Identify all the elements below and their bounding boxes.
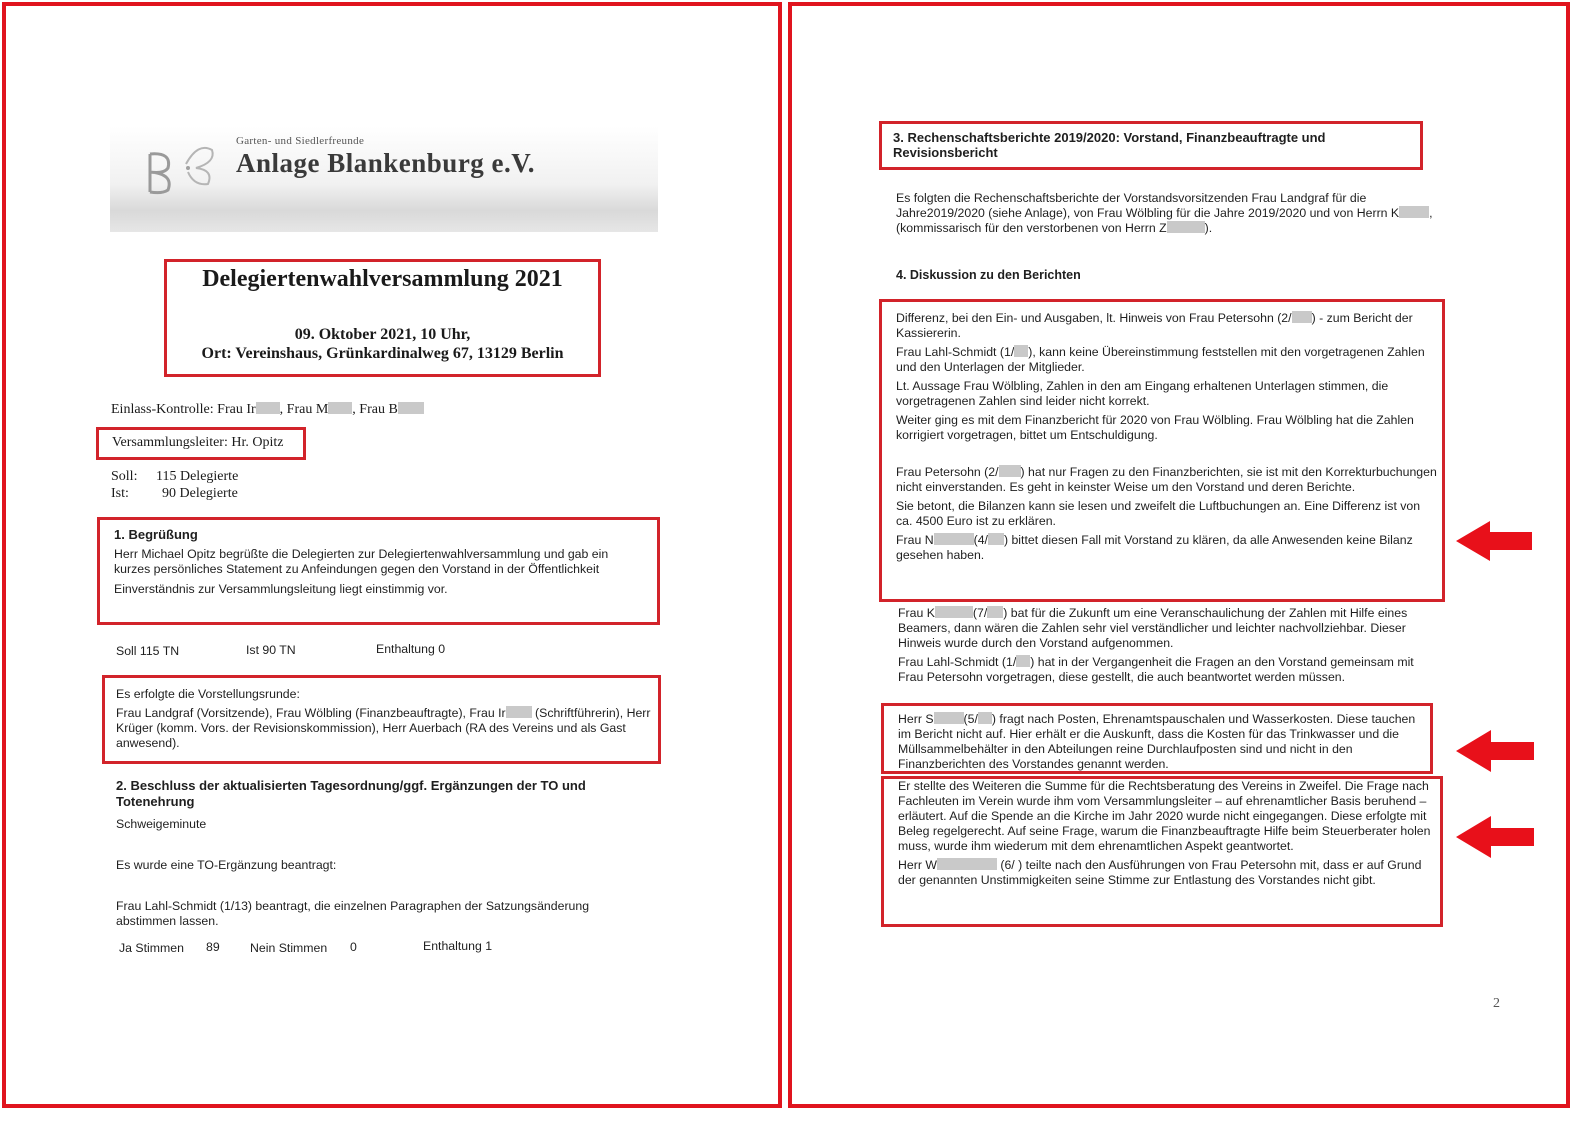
einlass-line: Einlass-Kontrolle: Frau Ir , Frau M , Frau B [111, 402, 424, 418]
count-soll: Soll 115 TN [116, 644, 180, 658]
soll-label: Soll: [111, 469, 138, 484]
d8-c: ) bat für die Zukunft um eine Veranschaulichung der Zahlen mit Hilfe eines Beamers, dann wären die Zahlen sehr viel verständlicher und leichter nachvollziehbar. Dieser Hinweis wurde durch den Vorstand aufgenommen. [898, 606, 1408, 650]
d8-b: (7/ [972, 606, 988, 620]
butterfly-logo-icon [138, 134, 228, 204]
soll-value: 115 Delegierte [156, 469, 239, 484]
section-3-text-b: , (kommissarisch für den verstorbenen von Herrn Z [896, 206, 1433, 235]
logo-banner [110, 126, 658, 232]
discussion-block-2 [898, 606, 1438, 685]
d12-a: Herr W [898, 858, 937, 872]
discussion-d2 [896, 345, 1438, 375]
red-arrow-icon [1456, 730, 1534, 772]
discussion-d8 [898, 606, 1438, 651]
redaction [1014, 345, 1028, 357]
ist-label: Ist: [111, 486, 129, 501]
red-arrow-icon [1456, 521, 1532, 561]
discussion-d9 [898, 655, 1438, 685]
redaction [935, 606, 973, 618]
vote-nein-label: Nein Stimmen [250, 941, 328, 955]
intro-persons-a: Frau Landgraf (Vorsitzende), Frau Wölbling (Finanzbeauftragte), Frau Ir [116, 706, 506, 720]
d12-b: (6/ ) [1000, 858, 1023, 872]
vote-ja-value: 89 [206, 940, 220, 954]
d9-b: ) hat in der Vergangenheit die Fragen an den Vorstand gemeinsam mit Frau Petersohn vorgetragen, diese gestellt, die auch beantwortet werden müssen. [898, 655, 1414, 684]
redaction [987, 606, 1003, 618]
section-2 [116, 778, 636, 929]
discussion-block-4 [898, 779, 1438, 888]
redaction [934, 533, 974, 545]
discussion-d12 [898, 858, 1438, 888]
intro-heading: Es erfolgte die Vorstellungsrunde: [116, 687, 300, 701]
redaction [1399, 206, 1429, 218]
d7-b: (4/ [973, 533, 988, 547]
to-ergaenzung: Es wurde eine TO-Ergänzung beantragt: [116, 858, 337, 872]
d7-a: Frau N [896, 533, 934, 547]
schweigeminute: Schweigeminute [116, 817, 207, 831]
einlass-label: Einlass-Kontrolle [111, 402, 210, 417]
section-3-text-a: Es folgten die Rechenschaftsberichte der Vorstandsvorsitzenden Frau Landgraf für die Jahre2019/2020 (siehe Anlage), von Frau Wölbling für die Jahre 2019/2020 und von Herrn K [896, 191, 1400, 220]
discussion-d3: Lt. Aussage Frau Wölbling, Zahlen in den am Eingang erhaltenen Unterlagen stimmen, die vorgetragenen Zahlen sind leider nicht korrekt. [896, 379, 1389, 408]
d5-a: Frau Petersohn (2/ [896, 465, 999, 479]
d5-b: ) hat nur Fragen zu den Finanzberichten, sie ist mit den Korrekturbuchungen nicht einverstanden. Es geht in keinster Weise um den Vorstand und deren Berichte. [896, 465, 1437, 494]
logo-name: Anlage Blankenburg e.V. [236, 148, 536, 178]
discussion-d11: Er stellte des Weiteren die Summe für die Rechtsberatung des Vereins in Zweifel. Die Frage nach Fachleuten im Verein wurde ihm vom Versammlungsleiter – auf ehrenamtlicher Basis beruhend – erläutert. Auf die Spende an die Kirche im Jahr 2020 wurde nicht eingegangen. Diese erfolgte mit Beleg regelgerecht. Auf seine Frage, warum die Finanzbeauftragte Hilfe beim Steuerberater holen muss, wurde ihm wiederum mit dem ehrenamtlichen Aspekt geantwortet. [898, 779, 1431, 853]
vote-ja-label: Ja Stimmen [119, 941, 184, 955]
intro-persons-b: (Schriftführerin), Herr Krüger (komm. Vors. der Revisionskommission), Herr Auerbach (RA des Vereins und als Gast anwesend). [116, 706, 651, 750]
d2-a: Frau Lahl-Schmidt (1/ [896, 345, 1015, 359]
redaction [934, 712, 964, 724]
einlass-person-3: Frau B [359, 402, 398, 417]
intro-block [116, 687, 651, 751]
section-3-text [896, 191, 1436, 236]
d7-c: ) bittet diesen Fall mit Vorstand zu klären, da alle Anwesenden keine Bilanz gesehen haben. [896, 533, 1413, 562]
redaction [978, 712, 992, 724]
discussion-d4: Weiter ging es mit dem Finanzbericht für 2020 von Frau Wölbling. Frau Wölbling hat die Zahlen korrigiert vorgetragen, bittet um Entschuldigung. [896, 413, 1414, 442]
discussion-d10 [898, 712, 1428, 772]
vote-nein-value: 0 [350, 940, 357, 954]
redaction [1292, 311, 1312, 323]
einlass-person-2: Frau M [286, 402, 329, 417]
discussion-d1 [896, 311, 1438, 341]
section-1-text: Herr Michael Opitz begrüßte die Delegierten zur Delegiertenwahlversammlung und gab ein kurzes persönliches Statement zu Anfeindungen gegen den Vorstand in der Öffentlichkeit [114, 547, 609, 576]
document-title: Delegiertenwahlversammlung 2021 [202, 266, 563, 292]
d10-a: Herr S [898, 712, 934, 726]
redaction [937, 858, 997, 870]
redaction [988, 533, 1004, 545]
d1-a: Differenz, bei den Ein- und Ausgaben, lt. Hinweis von Frau Petersohn (2/ [896, 311, 1292, 325]
section-1 [114, 527, 644, 597]
count-ist: Ist 90 TN [246, 643, 296, 657]
discussion-d7 [896, 533, 1438, 563]
d10-c: ) fragt nach Posten, Ehrenamtspauschalen und Wasserkosten. Diese tauchen im Bericht nicht auf. Hier erhält er die Auskunft, dass die Kosten für das Trinkwasser und die Müllsammelbehälter in den Abteilungen reine Durchlaufposten sind und nicht in den Finanzberichten des Vorstandes genannt werden. [898, 712, 1416, 771]
meeting-place: Ort: Vereinshaus, Grünkardinalweg 67, 13129 Berlin [201, 345, 564, 362]
d12-c: teilte nach den Ausführungen von Frau Petersohn mit, dass er auf Grund der genannten Unstimmigkeiten seine Stimme zur Entlastung des Vorstandes nicht gibt. [898, 858, 1422, 887]
count-enthaltung: Enthaltung 0 [376, 642, 446, 656]
d2-b: ), kann keine Übereinstimmung feststellen mit den vorgetragenen Zahlen und den Unterlagen der Mitglieder. [896, 345, 1425, 374]
right-page [788, 2, 1570, 1108]
vote-enthaltung: Enthaltung 1 [423, 939, 493, 953]
section-4-heading: 4. Diskussion zu den Berichten [896, 268, 1081, 282]
section-2-heading: 2. Beschluss der aktualisierten Tagesordnung/ggf. Ergänzungen der TO und Totenehrung [116, 778, 586, 809]
redaction [398, 402, 424, 414]
ist-value: 90 Delegierte [162, 486, 238, 501]
antrag-text: Frau Lahl-Schmidt (1/13) beantragt, die einzelnen Paragraphen der Satzungsänderung abstimmen lassen. [116, 899, 590, 928]
discussion-d6: Sie betont, die Bilanzen kann sie lesen und zweifelt die Luftbuchungen an. Eine Differenz ist von ca. 4500 Euro ist zu erklären. [896, 499, 1421, 528]
redaction [999, 465, 1021, 477]
redaction [256, 402, 280, 414]
section-3-text-c: ). [1204, 221, 1213, 235]
redaction [506, 706, 532, 718]
versammlungsleiter: Versammlungsleiter: Hr. Opitz [112, 435, 284, 450]
page-number: 2 [1493, 996, 1500, 1011]
redaction [1167, 221, 1205, 233]
d8-a: Frau K [898, 606, 935, 620]
discussion-block-3 [898, 712, 1428, 772]
section-1-agreement: Einverständnis zur Versammlungsleitung liegt einstimmig vor. [114, 582, 448, 596]
section-1-heading: 1. Begrüßung [114, 527, 198, 542]
meeting-date: 09. Oktober 2021, 10 Uhr, [294, 326, 471, 343]
d1-b: ) - zum Bericht der Kassiererin. [896, 311, 1413, 340]
red-arrow-icon [1456, 816, 1534, 858]
intro-persons [116, 706, 651, 751]
discussion-block-1 [896, 311, 1438, 563]
left-page [2, 2, 782, 1108]
redaction [1016, 655, 1030, 667]
section-3-heading: 3. Rechenschaftsberichte 2019/2020: Vorstand, Finanzbeauftragte und Revisionsbericht [893, 130, 1326, 160]
d9-a: Frau Lahl-Schmidt (1/ [898, 655, 1017, 669]
d10-b: (5/ [963, 712, 978, 726]
logo-small-text: Garten- und Siedlerfreunde [236, 135, 365, 147]
einlass-person-1: Frau Ir [217, 402, 256, 417]
redaction [328, 402, 352, 414]
discussion-d5 [896, 465, 1438, 495]
